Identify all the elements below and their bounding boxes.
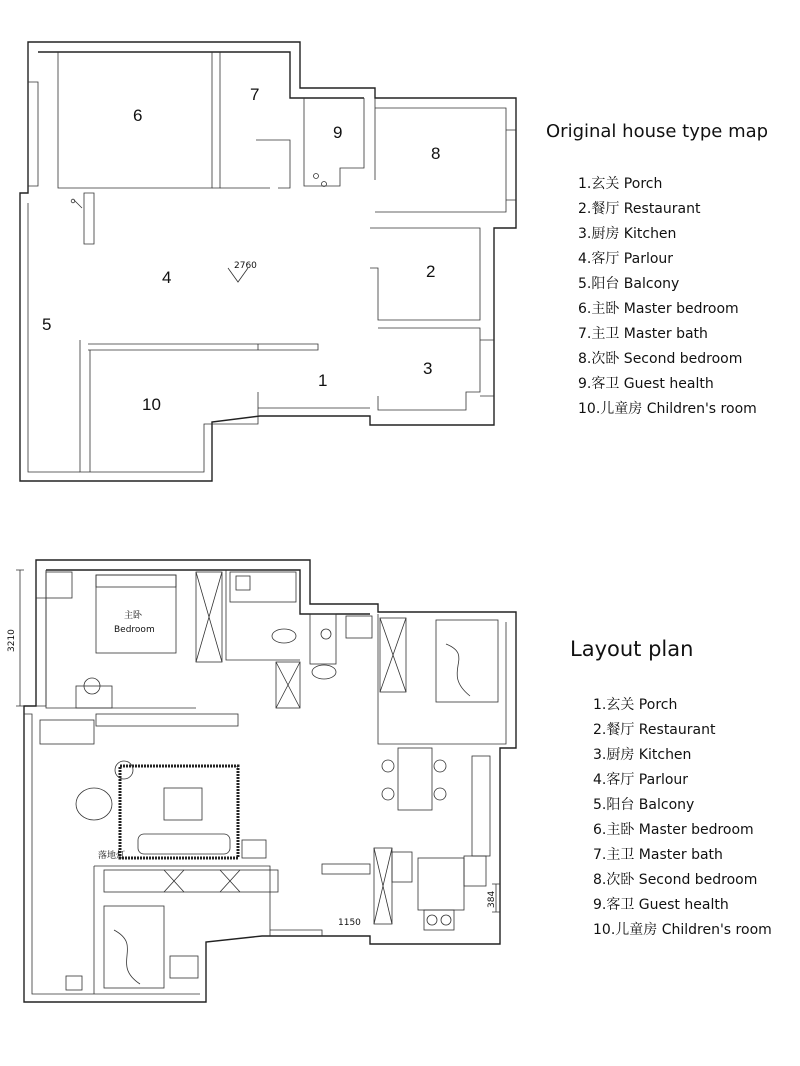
children-wardrobe	[104, 870, 278, 892]
master-toilet	[272, 629, 296, 643]
legend-item-guest-health: 9.客卫 Guest health	[593, 897, 729, 913]
floor-lamp-label: 落地灯	[98, 851, 126, 861]
legend-item-porch: 1.玄关 Porch	[593, 697, 678, 713]
legend-item-second-bedroom: 8.次卧 Second bedroom	[578, 351, 743, 367]
legend-item-master-bedroom: 6.主卧 Master bedroom	[578, 301, 739, 317]
dimension-384: 384	[487, 890, 497, 908]
room-4-walls	[84, 193, 94, 244]
children-room-area	[94, 866, 270, 994]
room-5-walls	[28, 203, 80, 472]
legend-item-kitchen: 3.厨房 Kitchen	[578, 226, 677, 242]
sofa	[138, 834, 230, 854]
legend-item-balcony: 5.阳台 Balcony	[593, 797, 695, 813]
layout-plan-title: Layout plan	[570, 637, 694, 661]
room-label-6: 6	[133, 106, 143, 125]
legend-item-master-bath: 7.主卫 Master bath	[593, 847, 723, 863]
legend-item-childrens-room: 10.儿童房 Children's room	[593, 922, 772, 938]
children-bed	[104, 906, 164, 988]
layout-floor-plan	[7, 560, 516, 1002]
legend-item-guest-health: 9.客卫 Guest health	[578, 376, 714, 392]
kitchen-sink	[464, 856, 486, 886]
guest-toilet	[312, 665, 336, 679]
layout-legend	[593, 693, 772, 943]
legend-item-porch: 1.玄关 Porch	[578, 176, 663, 192]
room-label-1: 1	[318, 371, 328, 390]
room-9-walls	[304, 98, 364, 186]
legend-item-second-bedroom: 8.次卧 Second bedroom	[593, 872, 758, 888]
room-8-walls	[375, 98, 506, 212]
room-label-10: 10	[142, 395, 161, 414]
lounge-chair	[76, 788, 112, 820]
room-label-5: 5	[42, 315, 52, 334]
master-bedroom-label-en: Bedroom	[114, 625, 155, 635]
dimension-1150: 1150	[338, 918, 361, 928]
legend-item-restaurant: 2.餐厅 Restaurant	[578, 201, 701, 217]
room-label-8: 8	[431, 144, 441, 163]
second-bed	[436, 620, 498, 702]
original-legend	[578, 172, 757, 422]
master-bedroom-label-cn: 主卧	[124, 611, 143, 621]
legend-item-parlour: 4.客厅 Parlour	[578, 251, 674, 267]
legend-item-childrens-room: 10.儿童房 Children's room	[578, 401, 757, 417]
room-7-walls	[220, 140, 290, 188]
legend-item-balcony: 5.阳台 Balcony	[578, 276, 680, 292]
legend-item-master-bedroom: 6.主卧 Master bedroom	[593, 822, 754, 838]
room-label-3: 3	[423, 359, 433, 378]
original-floor-plan	[20, 42, 516, 481]
room-10-walls	[80, 340, 258, 472]
room-label-7: 7	[250, 85, 260, 104]
legend-item-parlour: 4.客厅 Parlour	[593, 772, 689, 788]
dimension-2760: 2760	[234, 261, 257, 271]
dimension-3210: 3210	[7, 629, 17, 652]
dining-table	[398, 748, 432, 810]
room-label-9: 9	[333, 123, 343, 142]
original-map-title: Original house type map	[546, 121, 769, 142]
room-label-4: 4	[162, 268, 172, 287]
second-bedroom-area	[378, 614, 506, 744]
legend-item-restaurant: 2.餐厅 Restaurant	[593, 722, 716, 738]
room-label-2: 2	[426, 262, 436, 281]
kitchen-counter	[418, 858, 464, 910]
room-2-walls	[370, 228, 480, 320]
kitchen-stove	[424, 910, 454, 930]
coffee-table	[164, 788, 202, 820]
legend-item-kitchen: 3.厨房 Kitchen	[593, 747, 692, 763]
original-inner-outline	[38, 52, 364, 98]
legend-item-master-bath: 7.主卫 Master bath	[578, 326, 708, 342]
master-bath-fixture	[230, 572, 296, 602]
